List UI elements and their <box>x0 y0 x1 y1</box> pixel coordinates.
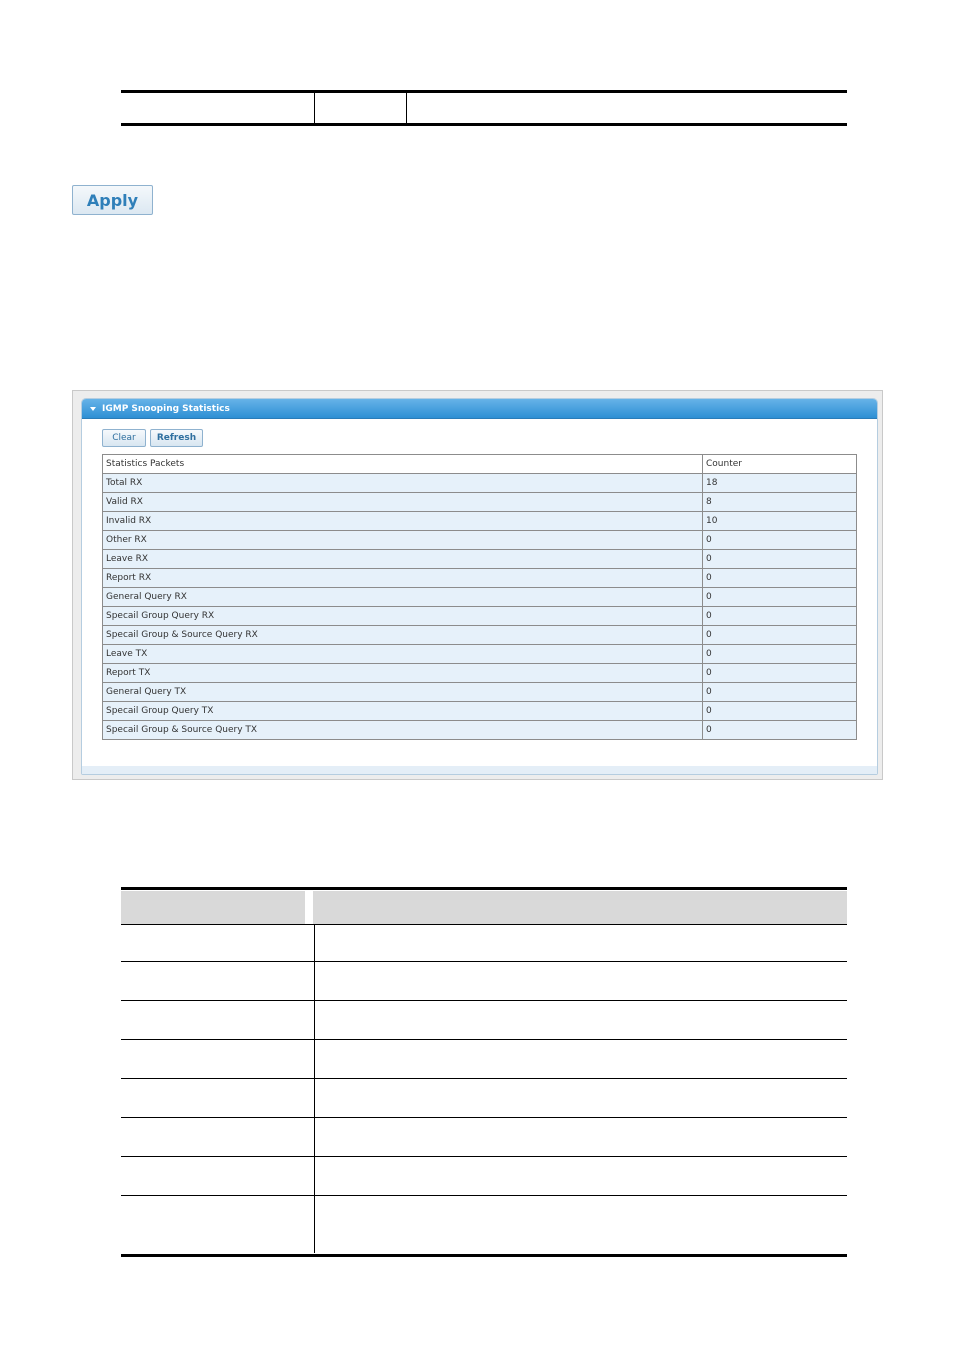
table-header-row <box>103 455 857 474</box>
top-table-divider <box>314 93 315 123</box>
column-header-counter: Counter <box>703 455 857 474</box>
bottom-table-line <box>121 924 847 925</box>
row-name: Valid RX <box>103 493 703 512</box>
table-row <box>103 683 857 702</box>
panel-header[interactable] <box>82 399 877 419</box>
row-name: Total RX <box>103 474 703 493</box>
row-name: Specail Group Query TX <box>103 702 703 721</box>
table-row <box>103 626 857 645</box>
table-row <box>103 645 857 664</box>
bottom-table-line <box>121 1078 847 1079</box>
row-name: Specail Group & Source Query TX <box>103 721 703 740</box>
row-counter: 0 <box>703 569 857 588</box>
bottom-table-line <box>121 1039 847 1040</box>
column-header-packets: Statistics Packets <box>103 455 703 474</box>
toolbar <box>102 429 203 447</box>
row-name: Report RX <box>103 569 703 588</box>
statistics-screenshot <box>72 390 883 780</box>
panel-footer <box>82 766 877 774</box>
top-doc-table <box>121 90 847 126</box>
bottom-table-header <box>121 891 847 924</box>
row-counter: 0 <box>703 607 857 626</box>
row-counter: 0 <box>703 664 857 683</box>
table-row <box>103 569 857 588</box>
panel-body <box>82 419 877 774</box>
statistics-table <box>102 454 857 740</box>
bottom-table-line <box>121 1000 847 1001</box>
row-name: Report TX <box>103 664 703 683</box>
row-name: Specail Group & Source Query RX <box>103 626 703 645</box>
top-table-rule <box>121 123 847 126</box>
row-counter: 0 <box>703 702 857 721</box>
table-row <box>103 550 857 569</box>
row-name: General Query TX <box>103 683 703 702</box>
row-counter: 8 <box>703 493 857 512</box>
row-counter: 0 <box>703 550 857 569</box>
refresh-button[interactable]: Refresh <box>150 429 203 447</box>
statistics-panel <box>81 398 878 775</box>
row-counter: 0 <box>703 626 857 645</box>
row-counter: 0 <box>703 721 857 740</box>
table-row <box>103 512 857 531</box>
table-row <box>103 588 857 607</box>
bottom-table-header-gap <box>305 891 313 924</box>
table-row <box>103 531 857 550</box>
row-counter: 0 <box>703 645 857 664</box>
row-counter: 10 <box>703 512 857 531</box>
table-row <box>103 493 857 512</box>
panel-title: IGMP Snooping Statistics <box>102 403 230 414</box>
bottom-table-line <box>121 1195 847 1196</box>
bottom-table-rule <box>121 887 847 890</box>
row-name: Specail Group Query RX <box>103 607 703 626</box>
bottom-table-line <box>121 1117 847 1118</box>
apply-button[interactable]: Apply <box>72 185 153 215</box>
row-counter: 0 <box>703 588 857 607</box>
table-row <box>103 474 857 493</box>
bottom-table-rule <box>121 1254 847 1257</box>
row-counter: 0 <box>703 531 857 550</box>
bottom-doc-table <box>121 887 847 1257</box>
top-table-divider <box>406 93 407 123</box>
collapse-caret-icon[interactable] <box>90 407 96 411</box>
row-counter: 18 <box>703 474 857 493</box>
row-name: Leave TX <box>103 645 703 664</box>
row-name: Other RX <box>103 531 703 550</box>
table-row <box>103 607 857 626</box>
row-name: Leave RX <box>103 550 703 569</box>
top-table-rule <box>121 90 847 93</box>
bottom-table-line <box>121 1156 847 1157</box>
bottom-table-line <box>121 961 847 962</box>
table-row <box>103 664 857 683</box>
row-name: General Query RX <box>103 588 703 607</box>
bottom-table-divider <box>314 924 315 1253</box>
clear-button[interactable]: Clear <box>102 429 146 447</box>
row-counter: 0 <box>703 683 857 702</box>
table-row <box>103 721 857 740</box>
table-row <box>103 702 857 721</box>
row-name: Invalid RX <box>103 512 703 531</box>
